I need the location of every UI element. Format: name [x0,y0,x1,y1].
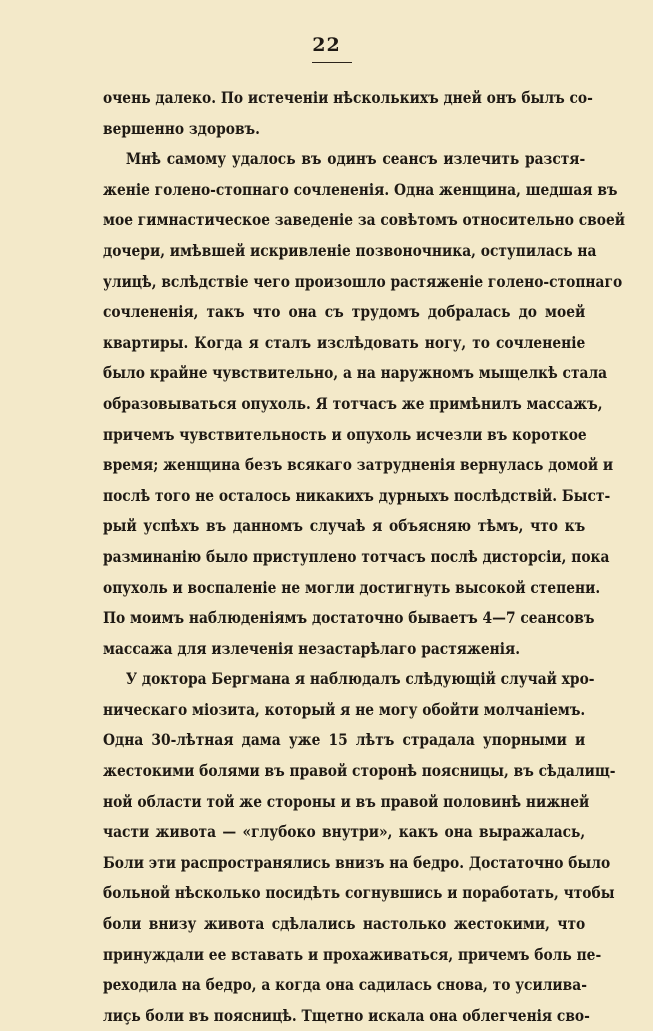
text-line: Боли эти распространялись внизъ на бедро. Достаточно было [103,852,611,872]
text-line: По моимъ наблюденіямъ достаточно бываетъ 4—7 сеансовъ [103,608,595,628]
text-line: разминанію было приступлено тотчасъ послѣ дисторсіи, пока [103,546,610,566]
text-line: У доктора Бергмана я наблюдалъ слѣдующій случай хро- [125,669,595,689]
text-line: рый успѣхъ въ данномъ случаѣ я объясняю тѣмъ, что къ [103,516,586,536]
text-line: жестокими болями въ правой сторонѣ поясницы, въ сѣдалищ- [103,761,616,781]
text-line: очень далеко. По истеченіи нѣсколькихъ дней онъ былъ со- [103,88,593,107]
text-line: боли внизу живота сдѣлались настолько жестокими, что [103,914,586,934]
text-line: образовываться опухоль. Я тотчасъ же примѣнилъ массажъ, [103,393,603,413]
text-line: части живота — «глубоко внутри», какъ она выражалась, [103,822,586,842]
text-line: сочлененія, такъ что она съ трудомъ добралась до моей [103,302,586,322]
page-number-underline [312,62,352,63]
body-text [103,83,625,1031]
text-line: было крайне чувствительно, а на наружномъ мыщелкѣ стала [103,363,608,383]
text-line: опухоль и воспаленіе не могли достигнуть высокой степени. [103,577,601,597]
text-line: Одна 30-лѣтная дама уже 15 лѣтъ страдала упорными и [103,730,586,750]
text-line: улицѣ, вслѣдствіе чего произошло растяженіе голено-стопнаго [103,271,623,291]
text-line: причемъ чувствительность и опухоль исчезли въ короткое [103,424,587,444]
text-line: принуждали ее вставать и прохаживаться, причемъ боль пе- [103,944,602,964]
text-line: больной нѣсколько посидѣть согнувшись и поработать, чтобы [103,883,615,903]
page-number: 22 [312,34,341,56]
text-line: ническаго міозита, который я не могу обойти молчаніемъ. [103,699,586,719]
text-line: массажа для излеченія незастарѣлаго растяженія. [103,638,521,658]
text-line: мое гимнастическое заведеніе за совѣтомъ относительно своей [103,210,625,230]
text-line: лиҫь боли въ поясницѣ. Тщетно искала она облегченія сво- [103,1005,590,1025]
text-line: квартиры. Когда я сталъ изслѣдовать ногу, то сочлененіе [103,332,586,352]
text-line: дочери, имѣвшей искривленіе позвоночника, оступилась на [103,240,597,260]
text-line: послѣ того не осталось никакихъ дурныхъ послѣдствій. Быст- [103,485,611,505]
text-line: ной области той же стороны и въ правой половинѣ нижней [103,791,590,811]
text-line: Мнѣ самому удалось въ одинъ сеансъ излечить разстя- [125,149,586,169]
text-line: время; женщина безъ всякаго затрудненія вернулась домой и [103,455,614,475]
text-line: вершенно здоровъ. [103,118,260,138]
text-line: женіе голено-стопнаго сочлененія. Одна женщина, шедшая въ [103,179,618,199]
text-line: реходила на бедро, а когда она садилась снова, то усилива- [103,975,587,995]
